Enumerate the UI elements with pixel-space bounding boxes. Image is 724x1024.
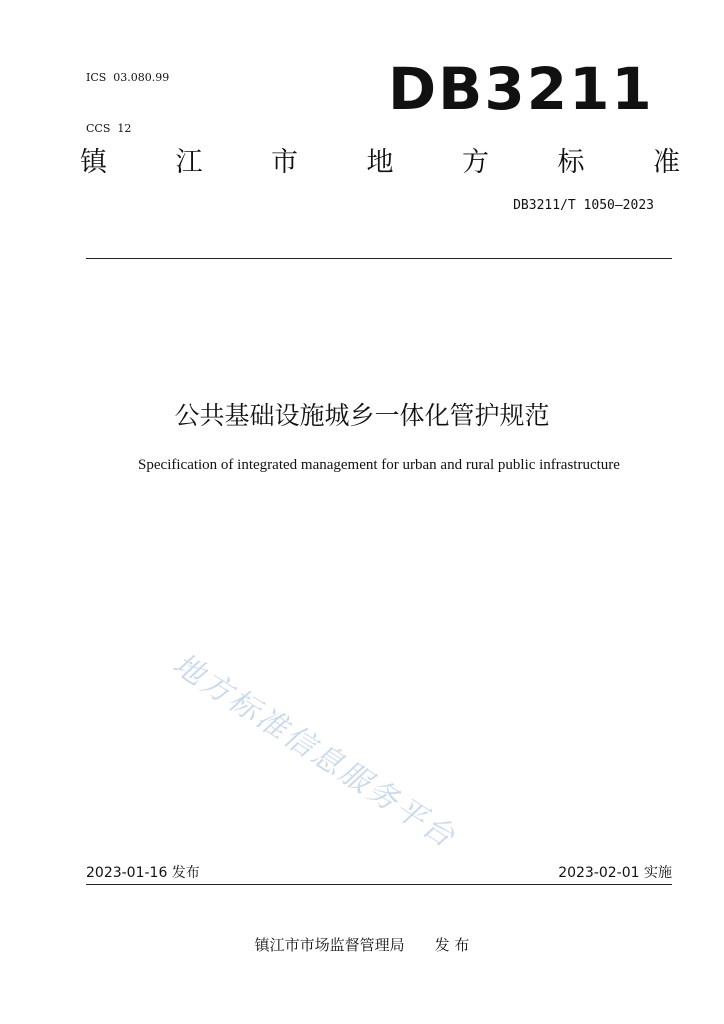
standard-type-char: 方 [462, 147, 489, 178]
watermark: 地方标准信息服务平台 [166, 646, 463, 856]
standard-type-char: 市 [271, 147, 298, 178]
bottom-divider [86, 884, 672, 885]
publish-date: 2023-01-16 发布 [86, 865, 200, 881]
standard-code: DB3211/T 1050—2023 [513, 198, 654, 213]
standard-type-char: 准 [653, 147, 680, 178]
standard-type-char: 地 [366, 147, 394, 178]
issuer-line [0, 934, 724, 955]
issuer-name: 镇江市市场监督管理局 [254, 936, 405, 954]
standard-type-char: 镇 [80, 147, 107, 178]
ccs-code: CCS 12 [86, 122, 132, 135]
db-mark: DB3211 [388, 55, 654, 123]
standard-type-char: 江 [175, 147, 203, 178]
effective-date: 2023-02-01 实施 [558, 865, 672, 881]
title-english: Specification of integrated management for urban and rural public infrastructure [138, 457, 620, 473]
issuer-action: 发 布 [434, 936, 470, 954]
standard-type [80, 140, 680, 179]
title-chinese: 公共基础设施城乡一体化管护规范 [174, 401, 550, 430]
ics-code: ICS 03.080.99 [86, 71, 170, 84]
classification-codes [86, 35, 169, 154]
top-divider [86, 258, 672, 259]
standard-type-char: 标 [557, 147, 585, 178]
